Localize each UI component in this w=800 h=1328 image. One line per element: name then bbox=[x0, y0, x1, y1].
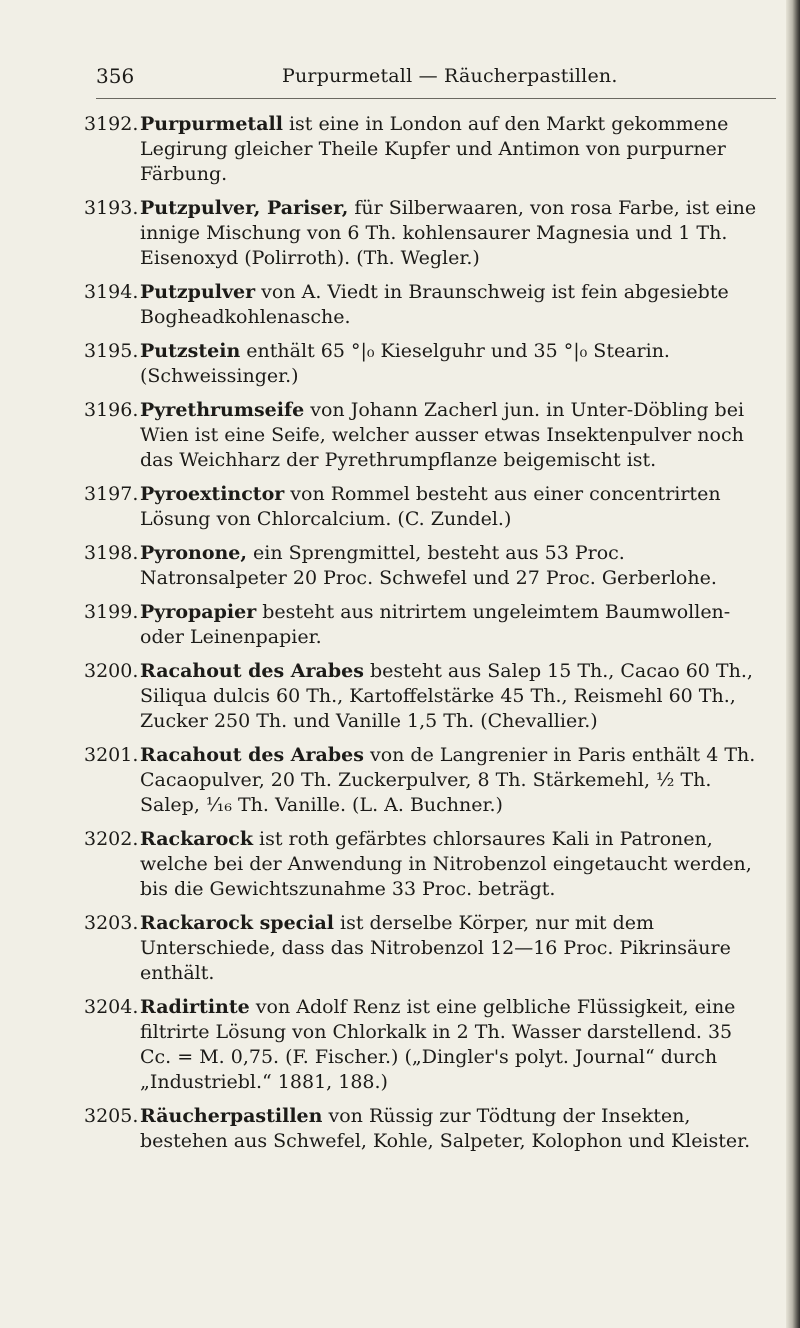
entry-3196 bbox=[84, 398, 766, 473]
entry-3198 bbox=[84, 541, 766, 591]
entry-number: 3192. bbox=[84, 113, 139, 135]
entry-term: Putzstein bbox=[140, 340, 241, 362]
entry-number: 3205. bbox=[84, 1105, 139, 1127]
entry-number: 3201. bbox=[84, 744, 139, 766]
entry-term: Pyronone, bbox=[140, 542, 248, 564]
entry-text: enthält 65 °|₀ Kieselguhr und 35 °|₀ Stearin. (Schweissinger.) bbox=[140, 340, 670, 387]
entry-text: von Adolf Renz ist eine gelbliche Flüssigkeit, eine filtrirte Lösung von Chlorkalk in 2 Th. Wasser darstellend. 35 Cc. = M. 0,75. (F. Fischer.) („Dingler's polyt. Journal“ durch „Industriebl.“ 1881, 188.) bbox=[140, 996, 736, 1093]
entry-term: Pyrethrumseife bbox=[140, 399, 305, 421]
entry-text: von Johann Zacherl jun. in Unter-Döbling bei Wien ist eine Seife, welcher ausser etwas Insektenpulver noch das Weichharz der Pyrethrumpflanze beigemischt ist. bbox=[140, 399, 745, 471]
entry-3197 bbox=[84, 482, 766, 532]
entry-text: ist roth gefärbtes chlorsaures Kali in Patronen, welche bei der Anwendung in Nitrobenzol eingetaucht werden, bis die Gewichtszunahme 33 Proc. beträgt. bbox=[140, 828, 752, 900]
entry-number: 3196. bbox=[84, 399, 139, 421]
entry-number: 3198. bbox=[84, 542, 139, 564]
page-number: 356 bbox=[96, 64, 135, 88]
entry-3194 bbox=[84, 280, 766, 330]
page-edge-shadow bbox=[786, 0, 800, 1328]
entry-term: Putzpulver, Pariser, bbox=[140, 197, 349, 219]
entry-text: ist derselbe Körper, nur mit dem Unterschiede, dass das Nitrobenzol 12—16 Proc. Pikrinsäure enthält. bbox=[140, 912, 731, 984]
entry-term: Pyropapier bbox=[140, 601, 257, 623]
entry-number: 3195. bbox=[84, 340, 139, 362]
entry-3205 bbox=[84, 1104, 766, 1154]
entry-term: Racahout des Arabes bbox=[140, 744, 364, 766]
entry-number: 3193. bbox=[84, 197, 139, 219]
entry-text: von A. Viedt in Braunschweig ist fein abgesiebte Bogheadkohlenasche. bbox=[140, 281, 729, 328]
entry-text: besteht aus Salep 15 Th., Cacao 60 Th., Siliqua dulcis 60 Th., Kartoffelstärke 45 Th., Reismehl 60 Th., Zucker 250 Th. und Vanille 1,5 Th. (Chevallier.) bbox=[140, 660, 753, 732]
entry-text: von Rüssig zur Tödtung der Insekten, bestehen aus Schwefel, Kohle, Salpeter, Kolophon und Kleister. bbox=[140, 1105, 751, 1152]
entry-list bbox=[84, 112, 766, 1163]
entry-term: Putzpulver bbox=[140, 281, 256, 303]
entry-text: ein Sprengmittel, besteht aus 53 Proc. Natronsalpeter 20 Proc. Schwefel und 27 Proc. Gerberlohe. bbox=[140, 542, 717, 589]
entry-number: 3194. bbox=[84, 281, 139, 303]
entry-3203 bbox=[84, 911, 766, 986]
entry-3193 bbox=[84, 196, 766, 271]
entry-number: 3199. bbox=[84, 601, 139, 623]
entry-term: Pyroextinctor bbox=[140, 483, 285, 505]
entry-3192 bbox=[84, 112, 766, 187]
entry-text: von de Langrenier in Paris enthält 4 Th. Cacaopulver, 20 Th. Zuckerpulver, 8 Th. Stärkemehl, ½ Th. Salep, ¹⁄₁₆ Th. Vanille. (L. A. Buchner.) bbox=[140, 744, 756, 816]
entry-term: Racahout des Arabes bbox=[140, 660, 364, 682]
entry-3199 bbox=[84, 600, 766, 650]
entry-text: ist eine in London auf den Markt gekommene Legirung gleicher Theile Kupfer und Antimon von purpurner Färbung. bbox=[140, 113, 729, 185]
page-header bbox=[96, 62, 776, 99]
entry-text: von Rommel besteht aus einer concentrirten Lösung von Chlorcalcium. (C. Zundel.) bbox=[140, 483, 721, 530]
entry-3201 bbox=[84, 743, 766, 818]
entry-term: Räucherpastillen bbox=[140, 1105, 323, 1127]
entry-3200 bbox=[84, 659, 766, 734]
entry-number: 3200. bbox=[84, 660, 139, 682]
entry-term: Purpurmetall bbox=[140, 113, 283, 135]
entry-term: Radirtinte bbox=[140, 996, 250, 1018]
entry-term: Rackarock bbox=[140, 828, 253, 850]
entry-term: Rackarock special bbox=[140, 912, 334, 934]
entry-number: 3203. bbox=[84, 912, 139, 934]
entry-3195 bbox=[84, 339, 766, 389]
entry-number: 3197. bbox=[84, 483, 139, 505]
entry-3204 bbox=[84, 995, 766, 1095]
entry-number: 3204. bbox=[84, 996, 139, 1018]
entry-3202 bbox=[84, 827, 766, 902]
entry-text: besteht aus nitrirtem ungeleimtem Baumwollen- oder Leinenpapier. bbox=[140, 601, 731, 648]
entry-text: für Silberwaaren, von rosa Farbe, ist eine innige Mischung von 6 Th. kohlensaurer Magnesia und 1 Th. Eisenoxyd (Polirroth). (Th. Wegler.) bbox=[140, 197, 757, 269]
entry-number: 3202. bbox=[84, 828, 139, 850]
running-head: Purpurmetall — Räucherpastillen. bbox=[282, 65, 618, 87]
